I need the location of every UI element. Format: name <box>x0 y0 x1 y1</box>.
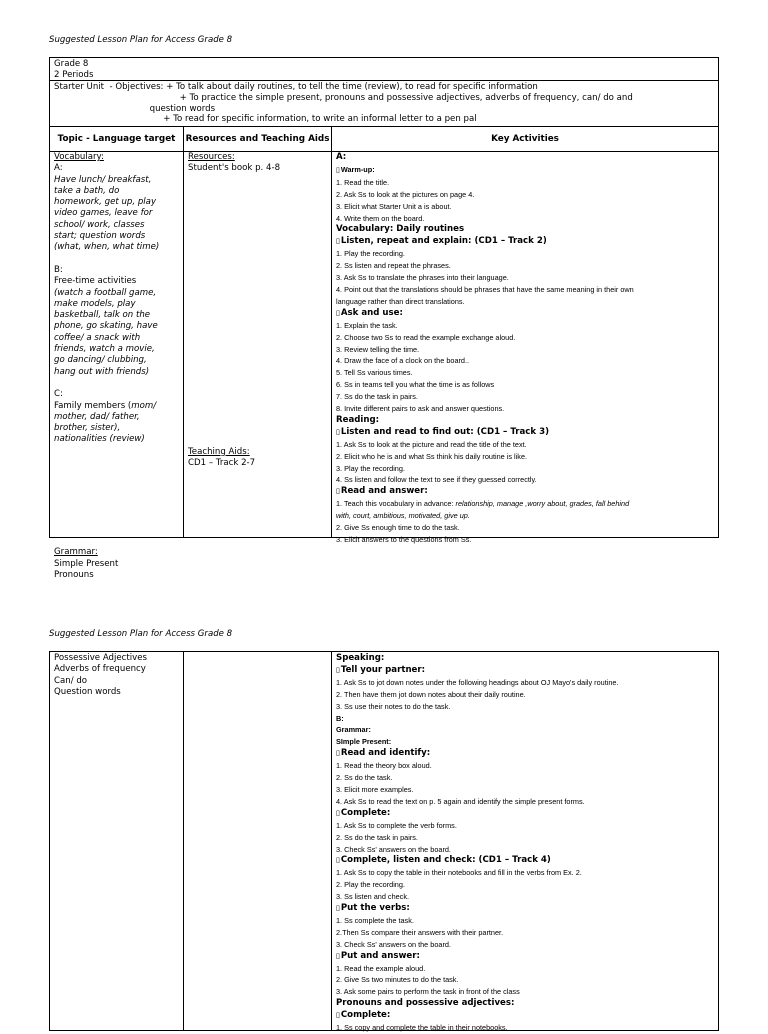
activity-text: 2. Give Ss two minutes to do the task. <box>336 975 459 985</box>
activity-step <box>336 986 714 998</box>
activity-text-italic: relationship, manage ,worry about, grades, fall behind <box>455 499 630 509</box>
activity-text: 3. Ask Ss to translate the phrases into their language. <box>336 273 509 283</box>
activity-text: 4. Write them on the board. <box>336 213 425 223</box>
activity-heading <box>336 224 714 236</box>
lesson-plan-table-continued <box>49 651 719 1031</box>
bullet-box-icon: ▯ <box>336 808 340 817</box>
vocabulary-label: Vocabulary: <box>54 152 104 162</box>
activity-text: Listen, repeat and explain: (CD1 – Track 2) <box>340 236 547 247</box>
section-c-title: Family members (mom/ <box>54 400 157 411</box>
activity-text: Listen and read to find out: (CD1 – Track 3) <box>340 426 549 437</box>
activity-text: Grammar: <box>336 725 371 735</box>
activity-subheading <box>336 164 714 177</box>
bullet-box-icon: ▯ <box>336 665 340 674</box>
section-b-label: B: <box>54 264 63 275</box>
activity-text: 1. Ask Ss to jot down notes under the following headings about OJ Mayo's daily routine. <box>336 677 619 687</box>
vocab-item: phone, go skating, have <box>54 321 158 332</box>
activity-step <box>336 189 714 201</box>
activity-step <box>336 844 714 856</box>
vocab-item: coffee/ a snack with <box>54 332 141 343</box>
activity-heading <box>336 486 714 498</box>
activity-text: 3. Check Ss' answers on the board. <box>336 844 451 854</box>
activity-text: 3. Elicit what Starter Unit a is about. <box>336 201 452 211</box>
activity-subheading <box>336 736 714 748</box>
activity-step <box>336 879 714 891</box>
activity-text: 3. Ss use their notes to do the task. <box>336 701 451 711</box>
activity-step <box>336 760 714 772</box>
vocab-item: brother, sister), <box>54 423 121 434</box>
activity-step <box>336 296 714 308</box>
activity-heading <box>336 1010 714 1022</box>
teaching-aids-label: Teaching Aids: <box>188 446 250 457</box>
activity-step <box>336 439 714 451</box>
activity-text: 4. Ask Ss to read the text on p. 5 again and identify the simple present forms. <box>336 796 585 806</box>
activity-step <box>336 939 714 951</box>
activity-step <box>336 534 714 546</box>
activity-heading <box>336 855 714 867</box>
activity-step <box>336 391 714 403</box>
activity-heading <box>336 308 714 320</box>
activity-heading <box>336 808 714 820</box>
grade-info <box>50 58 718 81</box>
objective-line: + To read for specific information, to write an informal letter to a pen pal <box>54 114 477 125</box>
topic-item: Can/ do <box>54 675 88 686</box>
bullet-box-icon: ▯ <box>336 856 340 865</box>
activity-subheading <box>336 713 714 725</box>
vocab-item: take a bath, do <box>54 185 120 196</box>
resources-label: Resources: <box>188 152 235 162</box>
activity-step <box>336 772 714 784</box>
vocab-item: homework, get up, play <box>54 197 157 208</box>
activity-text: 2. Ss do the task in pairs. <box>336 832 418 842</box>
activity-subheading <box>336 724 714 736</box>
bullet-box-icon: ▯ <box>336 308 340 317</box>
vocab-item: video games, leave for <box>54 208 153 219</box>
activity-text: 5. Tell Ss various times. <box>336 368 413 378</box>
vocab-item: (what, when, what time) <box>54 242 160 253</box>
activity-step <box>336 201 714 213</box>
activity-text: 1. Ask Ss to look at the picture and read the title of the text. <box>336 439 527 449</box>
bullet-box-icon: ▯ <box>336 487 340 496</box>
activity-text: Complete: <box>340 1010 391 1021</box>
activity-step <box>336 796 714 808</box>
grade-label: Grade 8 <box>54 59 89 69</box>
activity-text: Complete: <box>340 807 391 818</box>
activity-text: 2. Ask Ss to look at the pictures on page 4. <box>336 189 475 199</box>
activity-step <box>336 915 714 927</box>
section-b-title: Free-time activities <box>54 276 137 287</box>
activity-step <box>336 677 714 689</box>
activity-text: B: <box>336 713 344 723</box>
vocab-item: school/ work, classes <box>54 219 145 230</box>
activity-text: with, court, ambitious, motivated, give up. <box>336 511 470 521</box>
lesson-plan-table <box>49 57 719 580</box>
activity-text: 3. Review telling the time. <box>336 344 420 354</box>
bullet-box-icon: ▯ <box>336 1011 340 1020</box>
vocab-item: Have lunch/ breakfast, <box>54 174 152 185</box>
activity-heading <box>336 236 714 248</box>
activity-text: 3. Ss listen and check. <box>336 892 410 902</box>
activity-text: 2. Play the recording. <box>336 880 405 890</box>
vocab-item: friends, watch a movie, <box>54 344 155 355</box>
activity-step <box>336 927 714 939</box>
activity-text: 4. Ss listen and follow the text to see if they guessed correctly. <box>336 475 537 485</box>
table-body <box>50 652 718 1033</box>
bullet-box-icon: ▯ <box>336 951 340 960</box>
page-header: Suggested Lesson Plan for Access Grade 8 <box>49 629 233 639</box>
activity-heading <box>336 653 714 665</box>
vocab-item: go dancing/ clubbing, <box>54 355 147 366</box>
activity-step <box>336 963 714 975</box>
activity-text: 1. Ask Ss to complete the verb forms. <box>336 820 457 830</box>
bullet-box-icon: ▯ <box>336 904 340 913</box>
column-headers <box>50 127 718 152</box>
topic-item: Possessive Adjectives <box>54 653 148 663</box>
activity-text: Read and answer: <box>340 486 428 497</box>
activity-step <box>336 451 714 463</box>
activity-text: Warm-up: <box>340 164 375 174</box>
activity-heading <box>336 998 714 1010</box>
activity-step <box>336 213 714 225</box>
activity-text: Pronouns and possessive adjectives: <box>336 998 515 1009</box>
activity-heading <box>336 748 714 760</box>
section-c-items <box>54 412 179 446</box>
activity-text: Vocabulary: Daily routines <box>336 224 465 235</box>
activity-step <box>336 403 714 415</box>
activity-text: Reading: <box>336 414 380 425</box>
activity-step <box>336 784 714 796</box>
col-header-resources: Resources and Teaching Aids <box>184 127 332 151</box>
activity-text: Tell your partner: <box>340 664 426 675</box>
activity-heading <box>336 665 714 677</box>
vocab-item: mother, dad/ father, <box>54 411 140 422</box>
activity-text: 2. Ss do the task. <box>336 773 393 783</box>
bullet-box-icon: ▯ <box>336 166 340 174</box>
activity-step <box>336 510 714 522</box>
teaching-aids-value: CD1 – Track 2-7 <box>188 457 256 468</box>
section-c-label: C: <box>54 389 63 400</box>
topic-item: Adverbs of frequency <box>54 664 146 675</box>
activity-text: 1. Read the example aloud. <box>336 963 426 973</box>
activity-text: 2. Elicit who he is and what Ss think his daily routine is like. <box>336 451 528 461</box>
activity-text: 1. Read the theory box aloud. <box>336 761 432 771</box>
grammar-label: Grammar: <box>54 547 98 558</box>
col-header-activities: Key Activities <box>491 134 559 145</box>
activity-text: A: <box>336 152 347 162</box>
activity-text: 3. Play the recording. <box>336 463 405 473</box>
col-header-topic: Topic - Language target <box>50 127 184 151</box>
objective-line: question words <box>54 103 216 114</box>
objective-line: + To practice the simple present, pronouns and possessive adjectives, adverbs of frequency, can/ do and <box>54 92 633 103</box>
activity-step <box>336 332 714 344</box>
objectives <box>50 81 718 127</box>
grammar-item: Simple Present <box>54 558 119 569</box>
section-a-items <box>54 175 179 254</box>
activity-text: Speaking: <box>336 653 385 663</box>
activity-step <box>336 522 714 534</box>
activity-step <box>336 474 714 486</box>
activity-text: language rather than direct translations. <box>336 296 465 306</box>
topic-item: Question words <box>54 686 121 697</box>
activity-step <box>336 248 714 260</box>
activity-heading <box>336 903 714 915</box>
activity-heading <box>336 415 714 427</box>
bullet-box-icon: ▯ <box>336 237 340 246</box>
activity-text: 4. Draw the face of a clock on the board.. <box>336 356 470 366</box>
activity-text: 1. Explain the task. <box>336 320 398 330</box>
vocab-item: (watch a football game, <box>54 287 157 298</box>
vocab-item: basketball, talk on the <box>54 310 151 321</box>
activity-step <box>336 272 714 284</box>
activity-text: 8. Invite different pairs to ask and answer questions. <box>336 404 505 414</box>
activity-step <box>336 379 714 391</box>
activity-text: 3. Elicit answers to the questions from Ss. <box>336 535 472 544</box>
vocab-item: make models, play <box>54 298 136 309</box>
objective-line: Starter Unit - Objectives: + To talk about daily routines, to tell the time (review), to read for specific information <box>54 82 538 92</box>
activity-text: Complete, listen and check: (CD1 – Track 4) <box>340 855 551 866</box>
activity-step <box>336 820 714 832</box>
activity-text: 2. Then have them jot down notes about their daily routine. <box>336 689 526 699</box>
section-a-label: A: <box>54 163 63 174</box>
activity-text: 1. Teach this vocabulary in advance: <box>336 499 456 509</box>
table-body <box>50 151 718 580</box>
activity-step <box>336 367 714 379</box>
page-header: Suggested Lesson Plan for Access Grade 8 <box>49 35 233 45</box>
bullet-box-icon: ▯ <box>336 749 340 758</box>
activity-step <box>336 177 714 189</box>
activity-text: 3. Ask some pairs to perform the task in front of the class <box>336 987 520 997</box>
bullet-box-icon: ▯ <box>336 427 340 436</box>
activity-text: 1. Ask Ss to copy the table in their notebooks and fill in the verbs from Ex. 2. <box>336 868 582 878</box>
vocab-item: start; question words <box>54 231 146 242</box>
activity-text: 6. Ss in teams tell you what the time is as follows <box>336 380 495 390</box>
section-b-items <box>54 288 179 378</box>
activity-text: Put the verbs: <box>340 903 410 914</box>
vocab-item: hang out with friends) <box>54 366 150 377</box>
activity-text: Put and answer: <box>340 950 420 961</box>
activity-text: 2. Choose two Ss to read the example exchange aloud. <box>336 332 516 342</box>
activity-step <box>336 689 714 701</box>
activity-text: 7. Ss do the task in pairs. <box>336 392 418 402</box>
activity-step <box>336 463 714 475</box>
activity-text: 1. Ss complete the task. <box>336 915 414 925</box>
activity-step <box>336 832 714 844</box>
activity-text: 1. Ss copy and complete the table in their notebooks. <box>336 1023 508 1033</box>
resources-value: Student's book p. 4-8 <box>188 163 281 174</box>
activity-step <box>336 284 714 296</box>
activity-heading <box>336 427 714 439</box>
resources-column <box>184 151 332 537</box>
topic-column <box>50 652 184 1030</box>
periods-label: 2 Periods <box>54 69 94 80</box>
activity-heading <box>336 152 714 164</box>
activity-text: SImple Present: <box>336 737 392 747</box>
activity-step <box>336 498 714 510</box>
activities-column <box>332 151 718 544</box>
activity-step <box>336 344 714 356</box>
activity-text: 3. Check Ss' answers on the board. <box>336 939 451 949</box>
grammar-item: Pronouns <box>54 569 94 580</box>
activity-step <box>336 891 714 903</box>
activity-text: 1. Play the recording. <box>336 249 405 259</box>
activity-text: 2. Ss listen and repeat the phrases. <box>336 261 451 271</box>
activity-heading <box>336 951 714 963</box>
activity-text: 4. Point out that the translations should be phrases that have the same meaning in their own <box>336 284 634 294</box>
activity-step <box>336 260 714 272</box>
activity-step <box>336 320 714 332</box>
activity-step <box>336 701 714 713</box>
vocab-item: nationalities (review) <box>54 434 145 445</box>
activity-step <box>336 974 714 986</box>
activity-text: 3. Elicit more examples. <box>336 784 414 794</box>
activities-column <box>332 652 718 1033</box>
resources-column <box>184 652 332 1030</box>
activity-step <box>336 355 714 367</box>
activity-text: 1. Read the title. <box>336 177 390 187</box>
activity-text: Read and identify: <box>340 748 431 759</box>
topic-column <box>50 151 184 580</box>
activity-step <box>336 867 714 879</box>
activity-text: Ask and use: <box>340 307 403 318</box>
activity-text: 2. Give Ss enough time to do the task. <box>336 523 460 533</box>
activity-text: 2.Then Ss compare their answers with their partner. <box>336 927 504 937</box>
